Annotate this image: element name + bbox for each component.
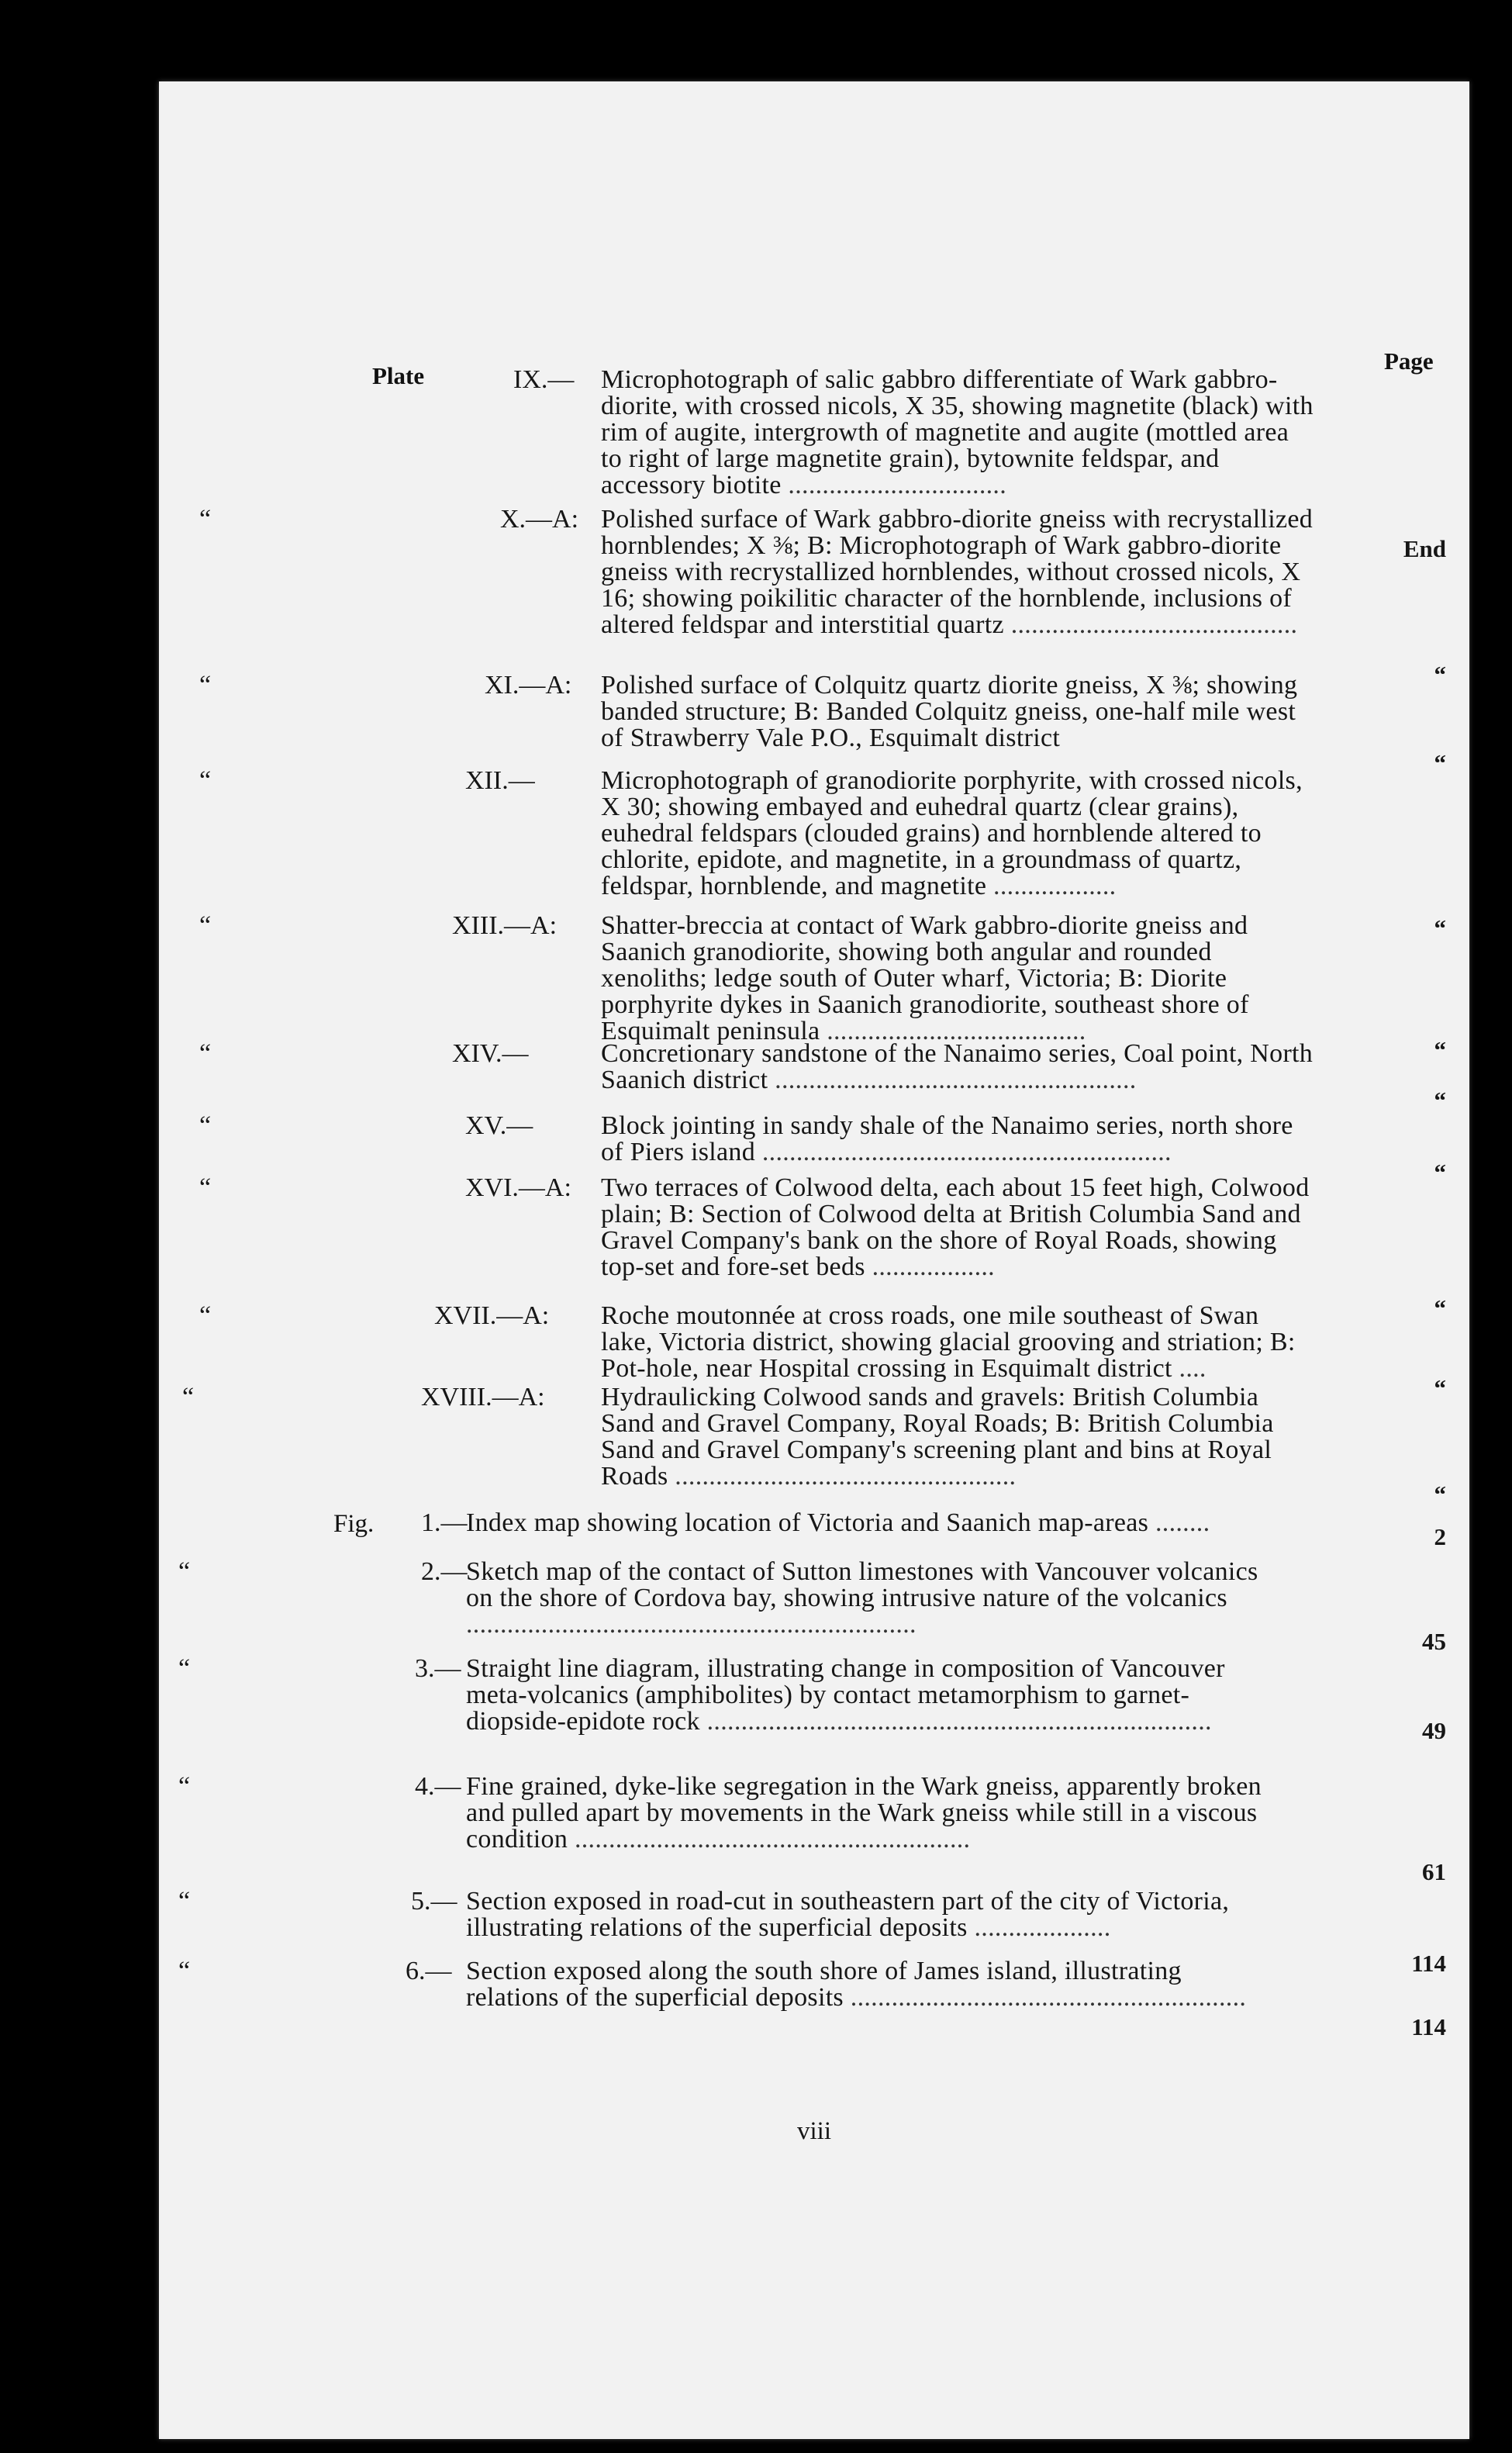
plate-label: XI.—A: — [485, 671, 572, 700]
plate-label: X.—A: — [500, 505, 579, 534]
plate-page-ref: “ — [1434, 1480, 1446, 1508]
plate-description: Microphotograph of granodiorite porphyrite, with crossed nicols, X 30; showing embayed and euhedral quartz (clear grains), euhedral feldspars (clouded grains) and hornblende altered to chlorite, epidote, and magnetite, in a groundmass of quartz, feldspar, hornblende, and magnetite .................. — [601, 766, 1303, 900]
plate-page-ref: “ — [1434, 1159, 1446, 1186]
figure-description: Sketch map of the contact of Sutton limestones with Vancouver volcanics on the shore of Cordova bay, showing intrusive nature of the volcanics .................................................................. — [466, 1557, 1258, 1639]
plate-description: Microphotograph of salic gabbro differentiate of Wark gabbro-diorite, with crossed nicols, X 35, showing magnetite (black) with rim of augite, intergrowth of magnetite and augite (mottled area to right of large magnetite grain), bytownite feldspar, and accessory biotite ................................ — [601, 365, 1314, 499]
plate-header: Plate — [372, 362, 425, 389]
plate-description: Shatter-breccia at contact of Wark gabbro-diorite gneiss and Saanich granodiorite, showing both angular and rounded xenoliths; ledge south of Outer wharf, Victoria; B: Diorite porphyrite dykes in Saanich granodiorite, southeast shore of Esquimalt peninsula ...................................... — [601, 911, 1249, 1045]
ditto-mark: “ — [199, 911, 212, 940]
plate-label: XVI.—A: — [465, 1173, 571, 1202]
ditto-mark: “ — [199, 671, 212, 700]
figure-description: Straight line diagram, illustrating change in composition of Vancouver meta-volcanics (amphibolites) by contact metamorphism to garnet-diopside-epidote rock .......................................................................... — [466, 1654, 1225, 1736]
plate-page-ref: “ — [1434, 914, 1446, 941]
plate-description: Block jointing in sandy shale of the Nanaimo series, north shore of Piers island ............................................................ — [601, 1111, 1293, 1166]
plate-description: Roche moutonnée at cross roads, one mile southeast of Swan lake, Victoria district, showing glacial grooving and striation; B: Pot-hole, near Hospital crossing in Esquimalt district .... — [601, 1301, 1296, 1383]
ditto-mark: “ — [178, 1772, 191, 1801]
plate-label: XV.— — [465, 1111, 533, 1140]
figure-description: Index map showing location of Victoria and Saanich map-areas ........ — [466, 1508, 1210, 1537]
plate-label: XIII.—A: — [452, 911, 558, 940]
plate-page-ref: “ — [1434, 1294, 1446, 1322]
ditto-mark: “ — [178, 1557, 191, 1586]
plate-description: Concretionary sandstone of the Nanaimo series, Coal point, North Saanich district ..................................................... — [601, 1039, 1314, 1094]
ditto-mark: “ — [178, 1654, 191, 1683]
ditto-mark: “ — [182, 1383, 195, 1411]
figure-label: 6.— — [406, 1957, 452, 1985]
plate-page-ref: “ — [1434, 1036, 1446, 1063]
plate-page-ref: “ — [1434, 1374, 1446, 1401]
ditto-mark: “ — [199, 1039, 212, 1068]
figure-label: 1.— — [421, 1508, 468, 1537]
figure-page-ref: 2 — [1434, 1523, 1446, 1550]
plate-label: XIV.— — [452, 1039, 529, 1068]
plate-description: Polished surface of Colquitz quartz diorite gneiss, X ⅜; showing banded structure; B: Banded Colquitz gneiss, one-half mile west of Strawberry Vale P.O., Esquimalt district — [601, 671, 1298, 752]
figure-label: 4.— — [415, 1772, 461, 1801]
page-header: Page — [1384, 347, 1434, 375]
plate-label: IX.— — [513, 365, 575, 394]
document-page — [159, 81, 1469, 2439]
figure-page-ref: 114 — [1411, 1950, 1446, 1977]
plate-label: XII.— — [465, 766, 535, 795]
ditto-mark: “ — [199, 1301, 212, 1330]
plate-description: Polished surface of Wark gabbro-diorite gneiss with recrystallized hornblendes; X ⅜; B: Microphotograph of Wark gabbro-diorite gneiss with recrystallized hornblendes, without crossed nicols, X 16; showing poikilitic character of the hornblende, inclusions of altered feldspar and interstitial quartz .......................................... — [601, 505, 1314, 639]
plate-page-ref: End — [1403, 535, 1446, 562]
figure-page-ref: 45 — [1422, 1628, 1446, 1655]
plate-description: Hydraulicking Colwood sands and gravels: British Columbia Sand and Gravel Company, Royal Roads; B: British Columbia Sand and Gravel Company's screening plant and bins at Royal Roads .................................................. — [601, 1383, 1274, 1491]
plate-page-ref: “ — [1434, 661, 1446, 688]
plate-page-ref: “ — [1434, 1087, 1446, 1114]
plate-label: XVII.—A: — [434, 1301, 550, 1330]
figure-page-ref: 61 — [1422, 1858, 1446, 1885]
fig-header: Fig. — [333, 1510, 375, 1538]
plate-label: XVIII.—A: — [421, 1383, 545, 1411]
page-number: viii — [796, 2117, 831, 2145]
figure-label: 2.— — [421, 1557, 468, 1586]
ditto-mark: “ — [199, 1111, 212, 1140]
figure-page-ref: 49 — [1422, 1717, 1446, 1744]
figure-label: 5.— — [411, 1887, 457, 1916]
plate-description: Two terraces of Colwood delta, each about 15 feet high, Colwood plain; B: Section of Colwood delta at British Columbia Sand and Gravel Company's bank on the shore of Royal Roads, showing top-set and fore-set beds .................. — [601, 1173, 1310, 1281]
figure-description: Fine grained, dyke-like segregation in the Wark gneiss, apparently broken and pulled apart by movements in the Wark gneiss while still in a viscous condition .......................................................... — [466, 1772, 1262, 1854]
ditto-mark: “ — [199, 505, 212, 534]
ditto-mark: “ — [178, 1887, 191, 1916]
figure-description: Section exposed along the south shore of James island, illustrating relations of the superficial deposits .......................................................... — [466, 1957, 1247, 2012]
figure-label: 3.— — [415, 1654, 461, 1683]
figure-page-ref: 114 — [1411, 2013, 1446, 2040]
figure-description: Section exposed in road-cut in southeastern part of the city of Victoria, illustrating relations of the superficial deposits .................... — [466, 1887, 1230, 1942]
plate-page-ref: “ — [1434, 749, 1446, 776]
ditto-mark: “ — [199, 1173, 212, 1202]
ditto-mark: “ — [178, 1957, 191, 1985]
ditto-mark: “ — [199, 766, 212, 795]
